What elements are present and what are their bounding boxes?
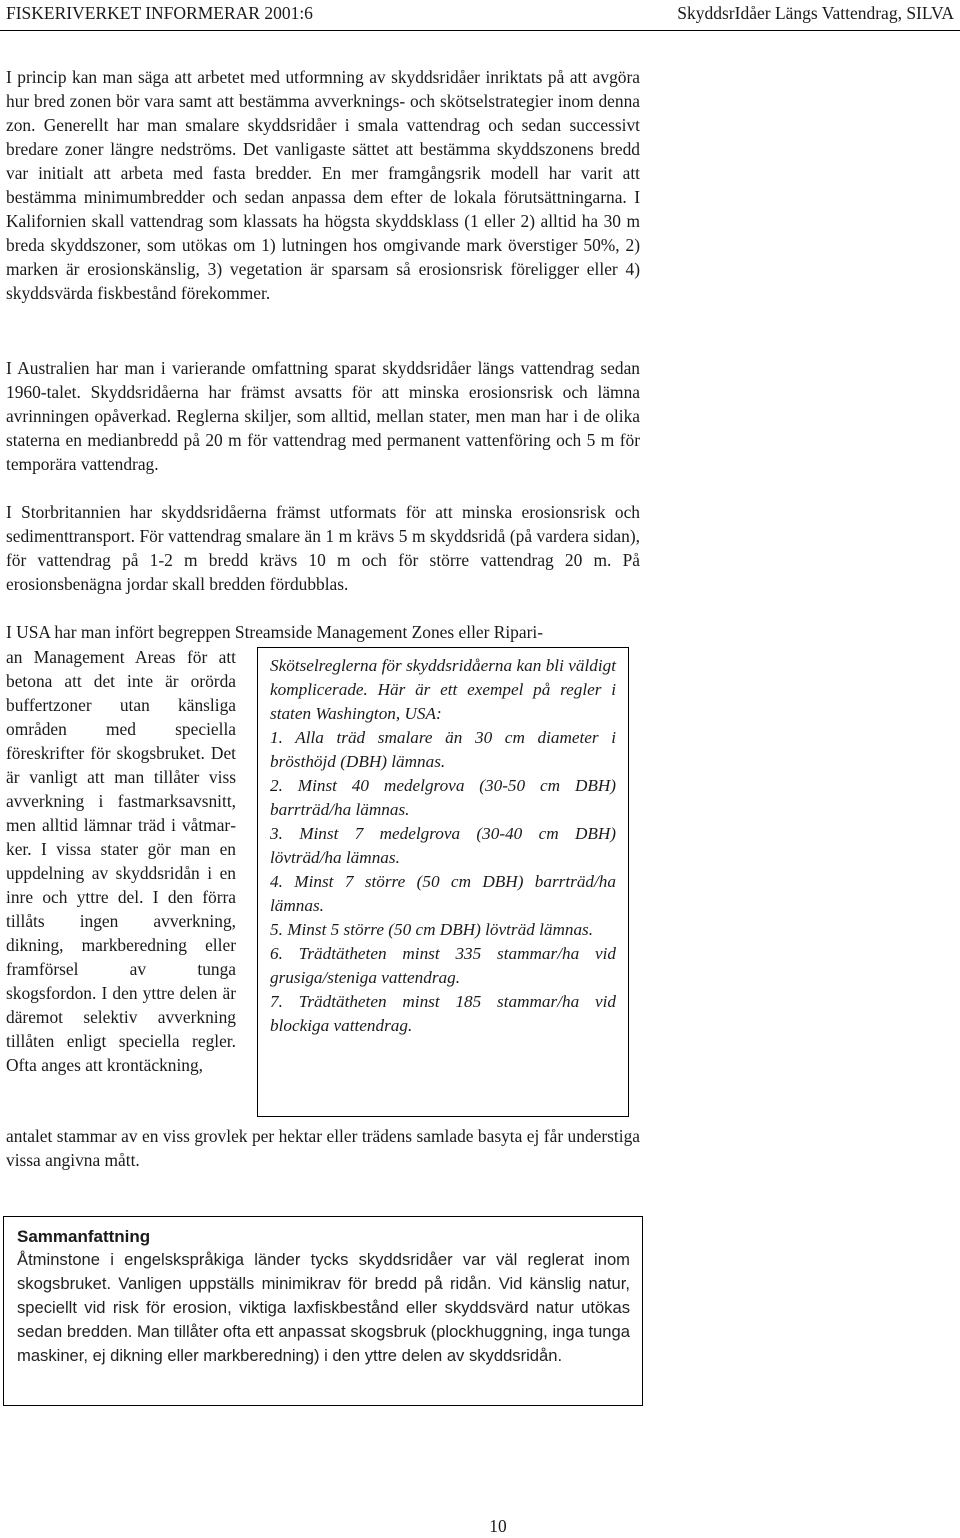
washington-rules-box [257, 647, 629, 1117]
rule-item: 3. Minst 7 medelgrova (30-40 cm DBH) lövträd/ha lämnas. [270, 824, 616, 867]
header-rule [0, 30, 960, 31]
paragraph-usa-tail: antalet stammar av en viss grovlek per hektar eller trädens samlade basyta ej får understiga vissa angivna mått. [6, 1126, 640, 1170]
sidebox-intro: Skötselreglerna för skyddsridåerna kan bli väldigt komplicerade. Här är ett exempel på regler i staten Washington, USA: [270, 656, 616, 723]
paragraph-usa-first-line: I USA har man infört begreppen Streamside Management Zones eller Ripari- [6, 622, 544, 642]
paragraph-usa-column: an Management Areas för att betona att det inte är orörda buffertzoner utan känsliga områden med speciella föreskrifter för skogsbruket. Det är vanligt att man tillåter viss avverkning i fastmarksavsnitt, men alltid lämnar träd i våtmarker. I vissa stater gör man en uppdelning av skyddsridån i en inre och yttre del. I den förra tillåts ingen avverkning, dikning, markberedning eller framförsel av tunga skogsfordon. I den yttre delen är däremot selektiv avverkning tillåten enligt speciella regler. Ofta anges att krontäckning, [6, 647, 236, 1075]
running-header [0, 0, 960, 34]
paragraph-britain: I Storbritannien har skyddsridåerna främst utformats för att minska erosionsrisk och sedimenttransport. För vattendrag smalare än 1 m krävs 5 m skyddsridå (på vardera sidan), för vattendrag på 1-2 m bredd krävs 10 m och för större vattendrag 20 m. På erosionsbenägna jordar skall bredden fördubblas. [6, 502, 640, 594]
rule-item: 6. Trädtätheten minst 335 stammar/ha vid grusiga/steniga vattendrag. [270, 944, 616, 987]
page-number: 10 [489, 1516, 507, 1536]
paragraph-design-principles: I princip kan man säga att arbetet med utformning av skyddsridåer inriktats på att avgöra hur bred zonen bör vara samt att bestämma avverknings- och skötselstrategier inom denna zon. Generellt har man smalare skyddsridåer i smala vattendrag och sedan successivt bredare zoner längre nedströms. Det vanligaste sättet att bestämma skyddszonens bredd var initialt att arbeta med fasta bredder. En mer framgångsrik modell har varit att bestämma minimumbredder och sedan anpassa dem efter de lokala förutsättningarna. I Kalifornien skall vattendrag som klassats ha högsta skyddsklass (1 eller 2) alltid ha 30 m breda skyddszoner, som utökas om 1) lutningen hos omgivande mark överstiger 50%, 2) marken är erosionskänslig, 3) vegetation är sparsam så erosionsrisk föreligger eller 4) skyddsvärda fiskbestånd förekommer. [6, 67, 640, 303]
summary-title: Sammanfattning [17, 1227, 151, 1246]
rule-item: 1. Alla träd smalare än 30 cm diameter i brösthöjd (DBH) lämnas. [270, 728, 616, 771]
rule-item: 4. Minst 7 större (50 cm DBH) barrträd/ha lämnas. [270, 872, 616, 915]
paragraph-australia: I Australien har man i varierande omfattning sparat skyddsridåer längs vattendrag sedan 1960-talet. Skyddsridåerna har främst avsatts för att minska erosionsrisk och lämna avrinningen opåverkad. Reglerna skiljer, som alltid, mellan stater, men man har i de olika staterna en medianbredd på 20 m för vattendrag med permanent vattenföring och 5 m för temporära vattendrag. [6, 358, 640, 474]
header-publication: FISKERIVERKET INFORMERAR 2001:6 [6, 3, 313, 23]
header-chapter-title: SkyddsrIdåer Längs Vattendrag, SILVA [677, 3, 954, 23]
rule-item: 5. Minst 5 större (50 cm DBH) lövträd lämnas. [270, 920, 594, 939]
summary-text: Åtminstone i engelskspråkiga länder tycks skyddsridåer var väl reglerat inom skogsbruket. Vanligen uppställs minimikrav för bredd på ridån. Vid känslig natur, speciellt vid risk för erosion, viktiga laxfiskbestånd eller skyddsvärd natur utökas sedan bredden. Man tillåter ofta ett anpassat skogsbruk (plockhuggning, inga tunga maskiner, ej dikning eller markberedning) i den yttre delen av skyddsridån. [17, 1250, 630, 1365]
summary-box [3, 1216, 643, 1406]
rule-item: 2. Minst 40 medelgrova (30-50 cm DBH) barrträd/ha lämnas. [270, 776, 616, 819]
rule-item: 7. Trädtätheten minst 185 stammar/ha vid blockiga vattendrag. [270, 992, 616, 1035]
